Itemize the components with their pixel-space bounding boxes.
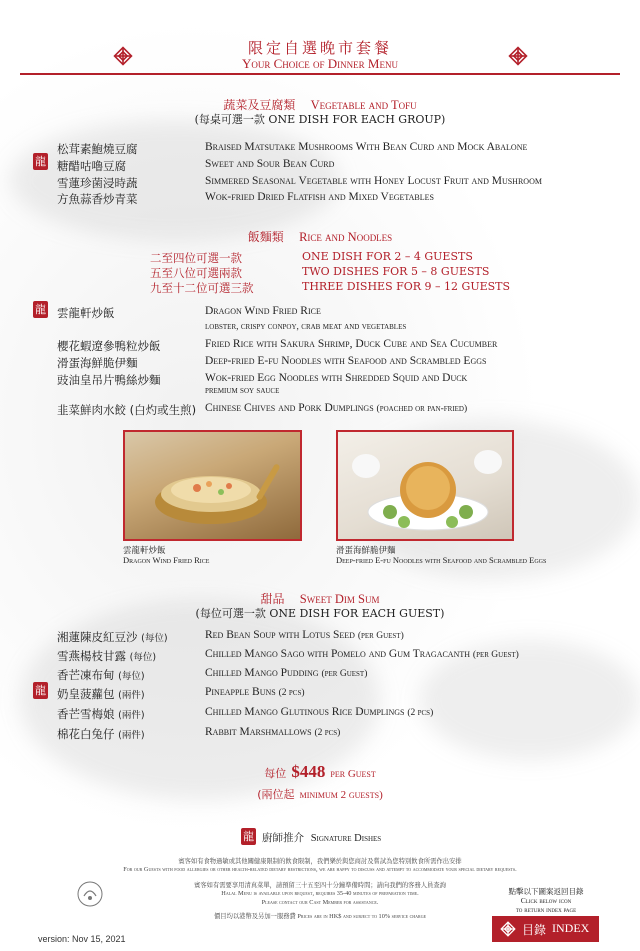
dish-en: Chilled Mango Sago with Pomelo and Gum Tragacanth (per Guest) [205, 648, 519, 660]
photo-caption-en: Dragon Wind Fried Rice [123, 555, 210, 565]
rule-zh: 二至四位可選一款 [150, 251, 242, 265]
photo-caption-en: Deep-fried E-fu Noodles with Seafood and Scrambled Eggs [336, 555, 547, 565]
signature-seal-icon: 龍 [35, 684, 46, 697]
dish-zh: 湘蓮陳皮紅豆沙 (每位) [57, 630, 168, 644]
note-halal-zh: 賓客如有需要享用清真菜單，請預留三十五至四十分鐘準備時間；請向我們的客務人員查詢 [194, 882, 446, 889]
version-label: version: Nov 15, 2021 [38, 934, 126, 944]
photo-caption-zh: 滑蛋海鮮脆伊麵 [336, 546, 396, 556]
signature-seal-icon: 龍 [35, 303, 46, 316]
section-title-dessert: 甜品 Sweet Dim Sum [260, 592, 380, 606]
signature-seal-icon: 龍 [243, 830, 254, 843]
note-price: 價目均以港幣及另加一服務費 Prices are in HK$ and subject to 10% service charge [213, 913, 427, 920]
index-label-zh: 目錄 [522, 923, 547, 937]
signature-seal-icon: 龍 [35, 155, 46, 168]
price-minimum: (兩位起 minimum 2 guests) [257, 788, 383, 801]
dish-en: Rabbit Marshmallows (2 pcs) [205, 726, 341, 738]
dish-zh: 雪燕楊枝甘露 (每位) [57, 649, 157, 663]
dish-zh: 棉花白兔仔 (兩件) [57, 727, 145, 741]
price-amount: $448 [291, 762, 326, 781]
rule-zh: 九至十二位可選三款 [150, 281, 254, 295]
dish-en: Pineapple Buns (2 pcs) [205, 686, 305, 698]
dish-zh: 方魚蒜香炒青菜 [57, 192, 138, 206]
halal-logo-icon [76, 880, 104, 908]
dish-en: Dragon Wind Fried Rice [205, 305, 321, 317]
dish-zh: 滑蛋海鮮脆伊麵 [57, 356, 138, 370]
page-title-zh: 限定自選晚市套餐 [247, 39, 392, 57]
dish-en: Sweet and Sour Bean Curd [205, 158, 335, 170]
dish-en: Fried Rice with Sakura Shrimp, Duck Cube and Sea Cucumber [205, 338, 498, 350]
dish-zh: 櫻花蝦遼參鴨粒炒飯 [57, 339, 161, 353]
dish-zh: 奶皇菠蘿包 (兩件) [57, 687, 145, 701]
dish-zh: 香芒凍布甸 (每位) [57, 668, 145, 682]
note-allergy-en: For our Guests with food allergies or other health-related dietary restrictions, we are happy to discuss and attempt to accommodate your special dietary requests. [123, 866, 517, 873]
dish-en: Chilled Mango Pudding (per Guest) [205, 667, 368, 679]
rule-zh: 五至八位可選兩款 [150, 266, 242, 280]
dish-en: Wok-fried Dried Flatfish and Mixed Vegetables [205, 191, 434, 203]
header-divider [20, 73, 620, 75]
rule-en: ONE DISH FOR 2 – 4 GUESTS [302, 250, 473, 263]
index-hint-zh: 點擊以下圖案返回目錄 [508, 887, 584, 896]
rule-en: THREE DISHES FOR 9 – 12 GUESTS [302, 280, 511, 293]
index-hint-en: to return index page [515, 905, 577, 914]
photo-fried-rice [123, 430, 302, 541]
dish-en-detail: premium soy sauce [205, 386, 280, 396]
dish-en: Chinese Chives and Pork Dumplings (poached or pan-fried) [205, 402, 468, 414]
index-button[interactable] [492, 916, 599, 942]
section-title-rice: 飯麵類 Rice and Noodles [247, 230, 393, 244]
dish-en: Deep-fried E-fu Noodles with Seafood and Scrambled Eggs [205, 355, 487, 367]
note-allergy-zh: 賓客如有食物過敏或其他關健康限制的飲食限制，我們樂於與您商討及嘗試為您特別飲食所需作出安排 [178, 858, 462, 865]
section-subtitle-vegetable: (每桌可選一款 ONE DISH FOR EACH GROUP) [194, 113, 446, 126]
index-label-en: INDEX [552, 921, 590, 935]
rule-en: TWO DISHES FOR 5 – 8 GUESTS [302, 265, 490, 278]
dish-en: Red Bean Soup with Lotus Seed (per Guest) [205, 629, 404, 641]
index-hint-en: Click below icon [520, 896, 572, 905]
photo-efu-noodles [336, 430, 514, 541]
dish-zh: 雲龍軒炒飯 [57, 306, 115, 320]
chinese-knot-icon [500, 921, 516, 937]
dish-zh: 韭菜鮮肉水餃 (白灼或生煎) [57, 403, 197, 417]
dish-en-detail: lobster, crispy conpoy, crab meat and vegetables [205, 322, 407, 332]
section-subtitle-dessert: (每位可選一款 ONE DISH FOR EACH GUEST) [195, 607, 445, 620]
price-line: 每位 $448 per Guest [264, 762, 376, 781]
dish-en: Chilled Mango Glutinous Rice Dumplings (2 pcs) [205, 706, 434, 718]
page-title-en: Your Choice of Dinner Menu [241, 56, 398, 71]
section-title-vegetable: 蔬菜及豆腐類 Vegetable and Tofu [223, 98, 417, 112]
dish-en: Braised Matsutake Mushrooms With Bean Curd and Mock Abalone [205, 141, 528, 153]
dish-zh: 雪蓮珍菌浸時蔬 [57, 176, 138, 190]
dish-en: Simmered Seasonal Vegetable with Honey Locust Fruit and Mushroom [205, 175, 542, 187]
dish-en: Wok-fried Egg Noodles with Shredded Squid and Duck [205, 372, 468, 384]
signature-legend: 廚師推介 Signature Dishes [262, 832, 382, 844]
dish-zh: 糖醋咕嚕豆腐 [57, 159, 126, 173]
dish-zh: 松茸素鮑燒豆腐 [57, 142, 138, 156]
fried-rice-image [125, 432, 302, 541]
photo-caption-zh: 雲龍軒炒飯 [123, 546, 166, 556]
efu-noodles-image [338, 432, 514, 541]
note-contact-en: Please contact our Cast Member for assistance. [261, 899, 379, 906]
dish-zh: 香芒雪梅娘 (兩件) [57, 707, 145, 721]
dish-zh: 豉油皇吊片鴨絲炒麵 [57, 373, 161, 387]
note-halal-en: Halal Menu is available upon request, requires 35-40 minutes of preparation time. [221, 890, 419, 897]
